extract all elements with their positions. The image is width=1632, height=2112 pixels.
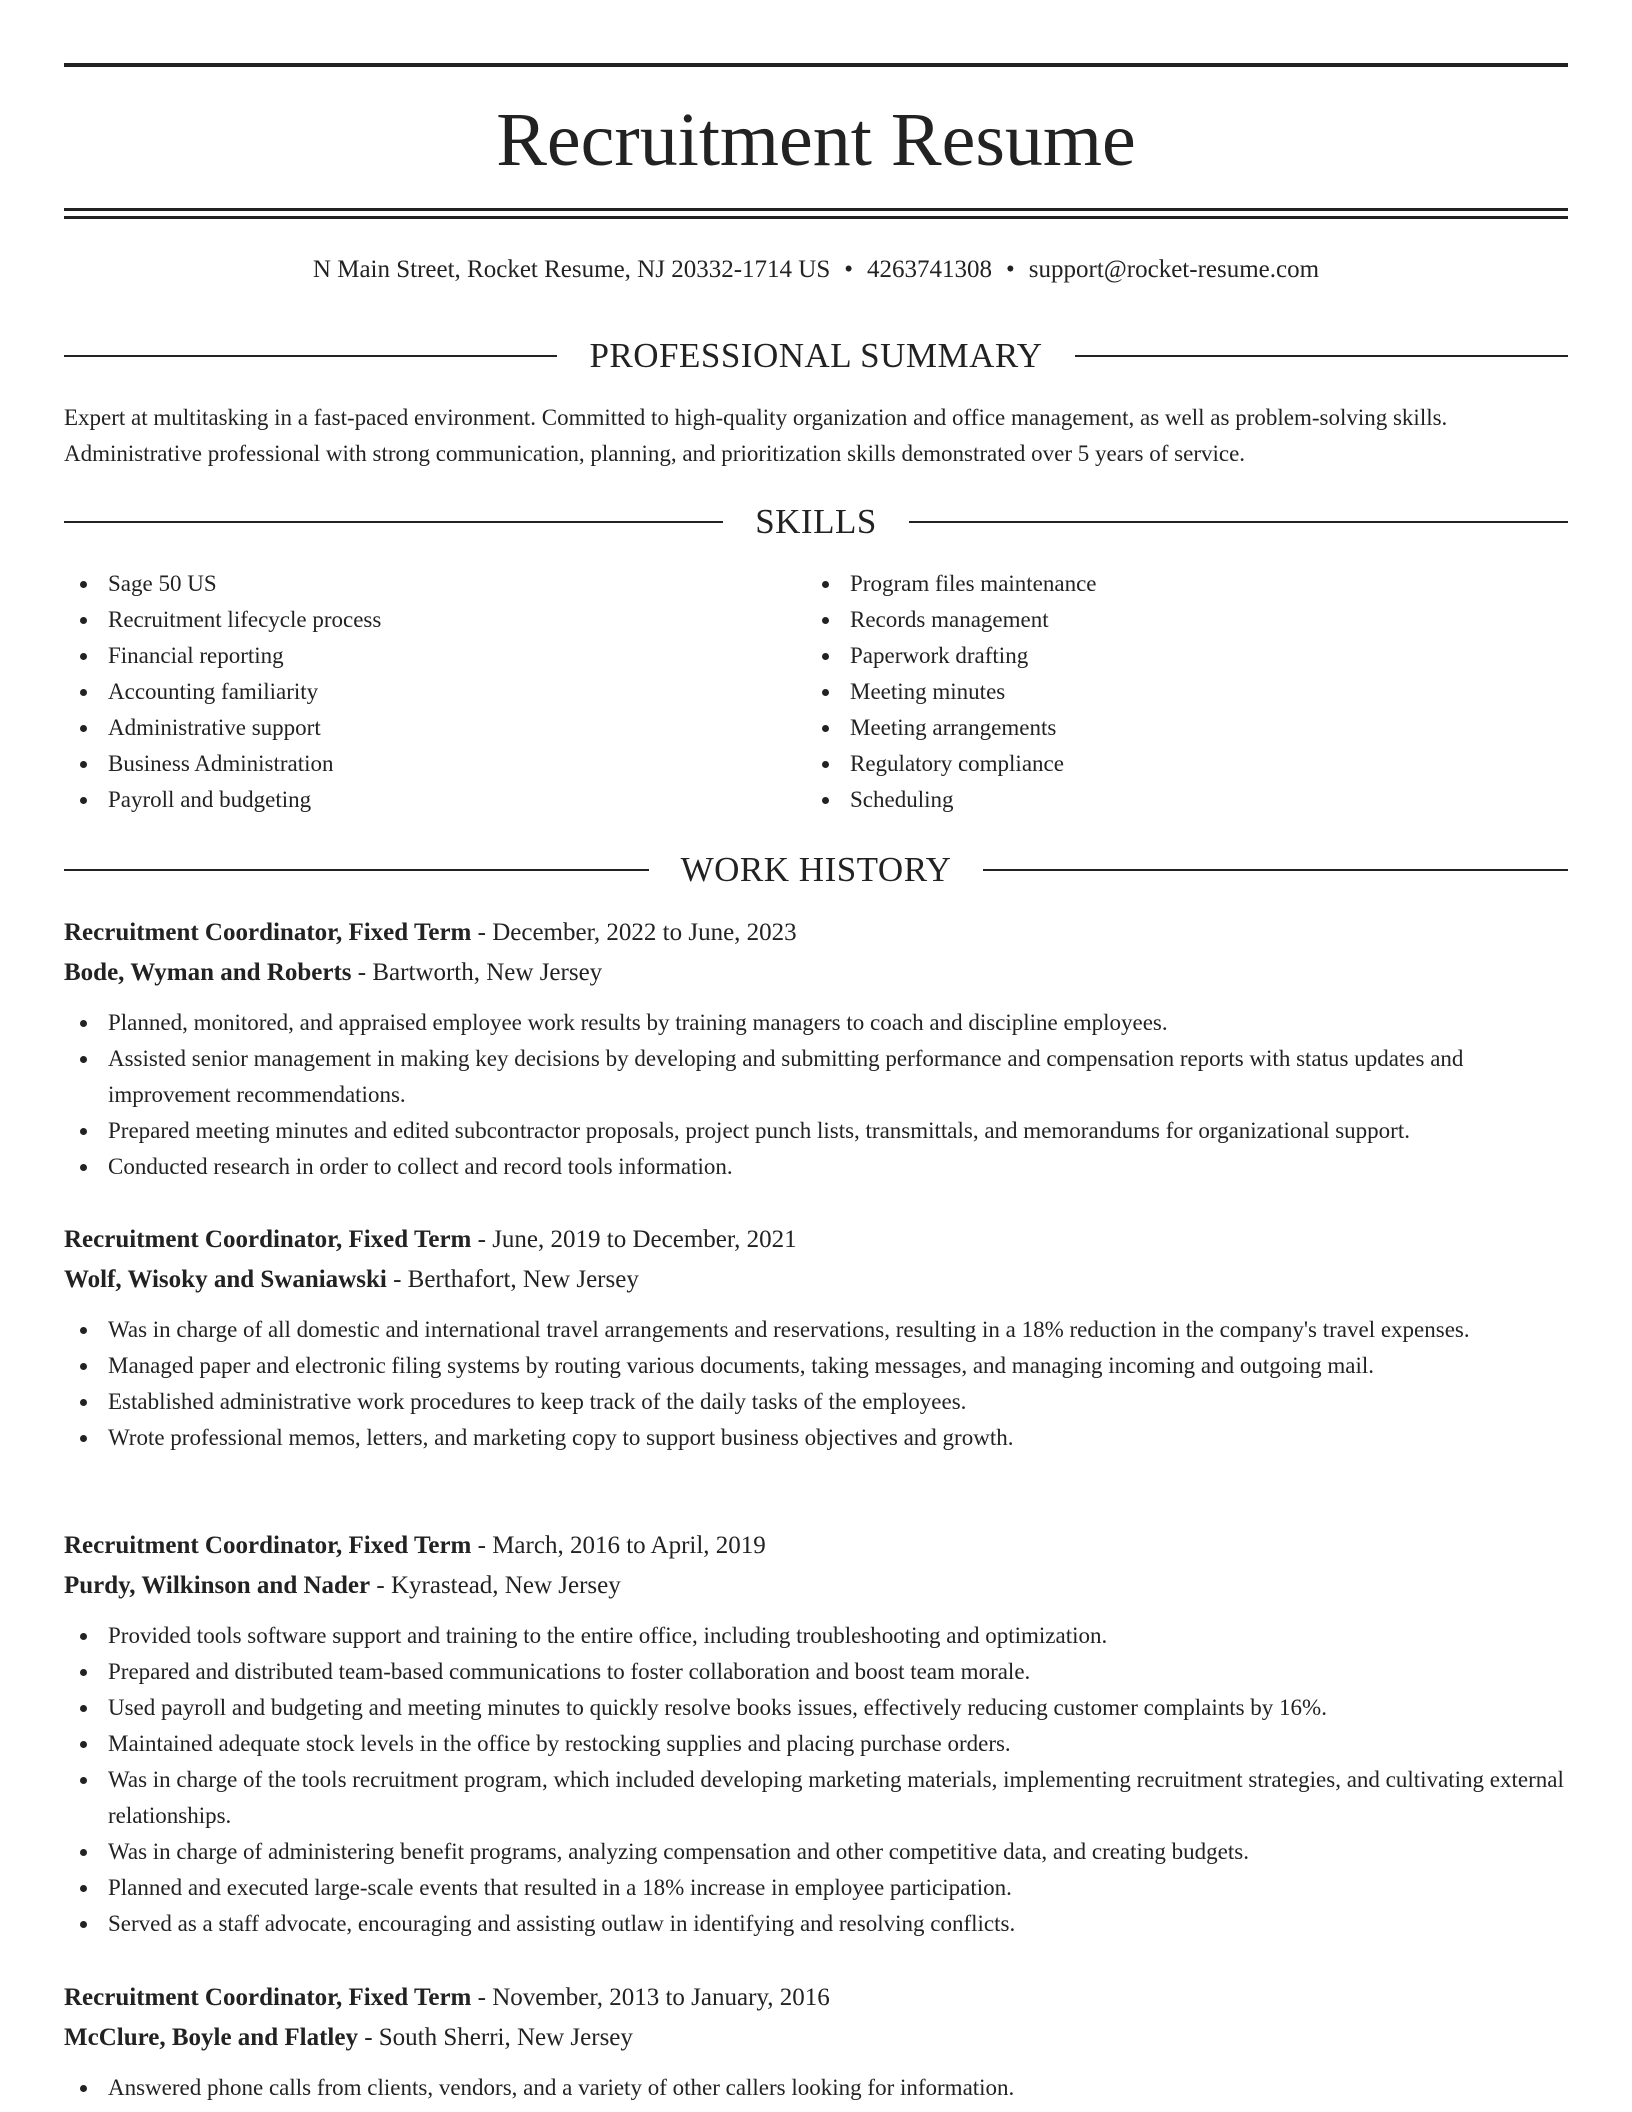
work-section-heading <box>64 850 1568 890</box>
job-bullet: Conducted research in order to collect and record tools information. <box>64 1149 1568 1185</box>
job-bullet: Used payroll and budgeting and meeting minutes to quickly resolve books issues, effectively reducing customer complaints by 16%. <box>64 1690 1568 1726</box>
skills-list <box>64 566 1568 818</box>
job-bullet: Was in charge of the tools recruitment program, which included developing marketing materials, implementing recruitment strategies, and cultivating external relationships. <box>64 1762 1568 1834</box>
job-dates: November, 2013 to January, 2016 <box>492 1984 830 2011</box>
job-entry <box>64 1220 1568 1456</box>
job-title-line <box>64 1978 1568 2018</box>
job-bullet: Maintained adequate stock levels in the office by restocking supplies and placing purchase orders. <box>64 1726 1568 1762</box>
job-bullet: Wrote professional memos, letters, and marketing copy to support business objectives and growth. <box>64 1420 1568 1456</box>
job-bullet: Was in charge of administering benefit programs, analyzing compensation and other competitive data, and creating budgets. <box>64 1834 1568 1870</box>
job-bullet: Was in charge of all domestic and international travel arrangements and reservations, resulting in a 18% reduction in the company's travel expenses. <box>64 1312 1568 1348</box>
summary-section-heading <box>64 336 1568 376</box>
job-location: Bartworth, New Jersey <box>372 959 603 986</box>
skill-item: Administrative support <box>64 710 806 746</box>
job-company-line <box>64 1260 1568 1300</box>
skill-item: Records management <box>806 602 1548 638</box>
heading-rule-right <box>909 521 1568 523</box>
job-bullet: Established administrative work procedures to keep track of the daily tasks of the employees. <box>64 1384 1568 1420</box>
job-bullet: Provided tools software support and training to the entire office, including troubleshooting and optimization. <box>64 1618 1568 1654</box>
job-bullets <box>64 1005 1568 1185</box>
skill-item: Sage 50 US <box>64 566 806 602</box>
job-dates: June, 2019 to December, 2021 <box>492 1226 797 1253</box>
heading-rule-left <box>64 355 557 357</box>
job-dates: March, 2016 to April, 2019 <box>492 1532 766 1559</box>
job-bullets <box>64 1312 1568 1456</box>
skills-column-left <box>64 566 806 818</box>
job-company: McClure, Boyle and Flatley <box>64 2024 358 2051</box>
work-heading: WORK HISTORY <box>680 850 952 889</box>
contact-address: N Main Street, Rocket Resume, NJ 20332-1714 US <box>312 256 831 283</box>
contact-email: support@rocket-resume.com <box>1028 256 1320 283</box>
skills-section-heading <box>64 502 1568 542</box>
job-dash: - <box>357 959 367 986</box>
heading-rule-left <box>64 869 649 871</box>
job-bullet: Planned, monitored, and appraised employee work results by training managers to coach and discipline employees. <box>64 1005 1568 1041</box>
contact-line <box>64 254 1568 286</box>
heading-rule-right <box>1075 355 1568 357</box>
job-dash: - <box>393 1266 402 1293</box>
job-dash: - <box>477 1532 486 1559</box>
job-dash: - <box>364 2024 373 2051</box>
skill-item: Meeting minutes <box>806 674 1548 710</box>
title-rule-lower <box>64 216 1568 219</box>
job-dash: - <box>376 1572 385 1599</box>
skills-heading: SKILLS <box>755 502 877 541</box>
job-title-line <box>64 1526 1568 1566</box>
job-dash: - <box>477 919 486 946</box>
job-title: Recruitment Coordinator, Fixed Term <box>64 1984 472 2011</box>
skill-item: Program files maintenance <box>806 566 1548 602</box>
job-bullets <box>64 1618 1568 1942</box>
contact-separator: • <box>844 256 853 283</box>
summary-heading: PROFESSIONAL SUMMARY <box>589 336 1043 375</box>
top-rule <box>64 63 1568 67</box>
job-dash: - <box>477 1226 486 1253</box>
heading-rule-left <box>64 521 723 523</box>
job-company-line <box>64 1566 1568 1606</box>
skills-column-right <box>806 566 1548 818</box>
job-bullet: Prepared meeting minutes and edited subcontractor proposals, project punch lists, transmittals, and memorandums for organizational support. <box>64 1113 1568 1149</box>
job-company-line <box>64 2018 1568 2058</box>
title-rule-upper <box>64 208 1568 211</box>
job-location: Kyrastead, New Jersey <box>390 1572 621 1599</box>
job-bullet: Assisted senior management in making key decisions by developing and submitting performance and compensation reports with status updates and improvement recommendations. <box>64 1041 1568 1113</box>
job-location: South Sherri, New Jersey <box>378 2024 633 2051</box>
skill-item: Recruitment lifecycle process <box>64 602 806 638</box>
job-title: Recruitment Coordinator, Fixed Term <box>64 919 472 946</box>
skill-item: Financial reporting <box>64 638 806 674</box>
skill-item: Payroll and budgeting <box>64 782 806 818</box>
job-entry <box>64 913 1568 1185</box>
job-entry <box>64 1978 1568 2106</box>
job-title-line <box>64 913 1568 953</box>
job-bullet: Prepared and distributed team-based communications to foster collaboration and boost team morale. <box>64 1654 1568 1690</box>
job-company: Bode, Wyman and Roberts <box>64 959 352 986</box>
job-title-line <box>64 1220 1568 1260</box>
job-bullet: Managed paper and electronic filing systems by routing various documents, taking messages, and managing incoming and outgoing mail. <box>64 1348 1568 1384</box>
contact-separator: • <box>1006 256 1015 283</box>
contact-phone: 4263741308 <box>867 256 992 283</box>
job-title: Recruitment Coordinator, Fixed Term <box>64 1226 472 1253</box>
job-bullet: Answered phone calls from clients, vendors, and a variety of other callers looking for information. <box>64 2070 1568 2106</box>
job-title: Recruitment Coordinator, Fixed Term <box>64 1532 472 1559</box>
job-entry <box>64 1526 1568 1942</box>
job-bullets <box>64 2070 1568 2106</box>
skill-item: Business Administration <box>64 746 806 782</box>
job-location: Berthafort, New Jersey <box>407 1266 639 1293</box>
summary-text: Expert at multitasking in a fast-paced environment. Committed to high-quality organization and office management, as well as problem-solving skills. Administrative professional with strong communication, planning, and prioritization skills demonstrated over 5 years of service. <box>64 405 1448 466</box>
skill-item: Paperwork drafting <box>806 638 1548 674</box>
job-company: Wolf, Wisoky and Swaniawski <box>64 1266 387 1293</box>
job-bullet: Served as a staff advocate, encouraging and assisting outlaw in identifying and resolving conflicts. <box>64 1906 1568 1942</box>
skill-item: Scheduling <box>806 782 1548 818</box>
job-company: Purdy, Wilkinson and Nader <box>64 1572 371 1599</box>
skill-item: Meeting arrangements <box>806 710 1548 746</box>
resume-title: Recruitment Resume <box>496 98 1136 182</box>
job-company-line <box>64 953 1568 993</box>
job-dates: December, 2022 to June, 2023 <box>492 919 797 946</box>
skill-item: Accounting familiarity <box>64 674 806 710</box>
job-bullet: Planned and executed large-scale events that resulted in a 18% increase in employee participation. <box>64 1870 1568 1906</box>
job-dash: - <box>477 1984 486 2011</box>
skill-item: Regulatory compliance <box>806 746 1548 782</box>
heading-rule-right <box>983 869 1568 871</box>
